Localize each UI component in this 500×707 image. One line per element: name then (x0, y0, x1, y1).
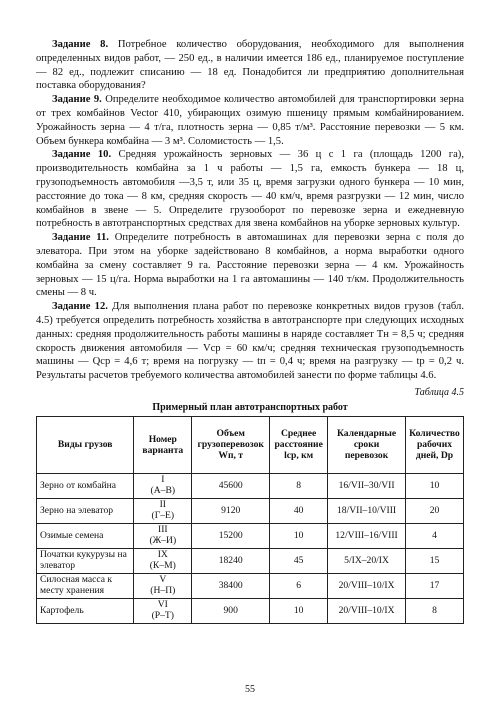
column-header: Среднее расстояние lср, км (270, 416, 328, 473)
variant-number: III (158, 524, 168, 536)
variant-range: (Р–Т) (151, 609, 174, 621)
task-title: Задание 10. (52, 149, 112, 161)
page-content (36, 38, 464, 624)
cargo-type-cell: Картофель (37, 598, 134, 623)
distance-cell: 40 (270, 498, 328, 523)
variant-number: VI (157, 599, 168, 611)
volume-cell: 38400 (192, 573, 270, 598)
task-title: Задание 8. (52, 39, 109, 50)
table-row (37, 498, 464, 523)
dates-cell: 12/VIII–16/VIII (328, 523, 406, 548)
table-row (37, 473, 464, 498)
table-row (37, 598, 464, 623)
column-header: Количество рабочих дней, Dр (405, 416, 463, 473)
variant-number: II (159, 499, 166, 511)
variant-range: (Г–Е) (151, 509, 175, 521)
distance-cell: 8 (270, 473, 328, 498)
variant-range: (А–В) (150, 484, 176, 496)
task-8 (36, 38, 464, 93)
variant-number: I (161, 474, 165, 486)
dates-cell: 5/IX–20/IX (328, 548, 406, 573)
days-cell: 15 (405, 548, 463, 573)
distance-cell: 6 (270, 573, 328, 598)
volume-cell: 9120 (192, 498, 270, 523)
days-cell: 17 (405, 573, 463, 598)
variant-cell (134, 473, 192, 498)
volume-cell: 18240 (192, 548, 270, 573)
distance-cell: 10 (270, 598, 328, 623)
task-text: Определите необходимое количество автомобилей для транспортировки зерна от трех комбайнов Vector 410, убирающих озимую пшеницу прямым комбайнированием. Урожайность зерна — 4 т/га, плотность зерна — 0,85 т/м³. Расстояние перевозки — 5 км. Объем бункера комбайна — 3 м³. Соломистость — 1,5. (36, 94, 464, 147)
dates-cell: 16/VII–30/VII (328, 473, 406, 498)
volume-cell: 15200 (192, 523, 270, 548)
dates-cell: 20/VIII–10/IX (328, 573, 406, 598)
column-header: Виды грузов (37, 416, 134, 473)
column-header: Календарные сроки перевозок (328, 416, 406, 473)
task-title: Задание 11. (52, 232, 109, 244)
variant-range: (Ж–И) (149, 534, 177, 546)
cargo-type-cell: Озимые семена (37, 523, 134, 548)
dates-cell: 18/VII–10/VIII (328, 498, 406, 523)
volume-cell: 900 (192, 598, 270, 623)
variant-number: IX (157, 549, 168, 561)
variant-cell (134, 548, 192, 573)
task-11 (36, 231, 464, 300)
page-number: 55 (245, 684, 255, 695)
cargo-type-cell: Початки кукурузы на элеватор (37, 548, 134, 573)
task-text: Потребное количество оборудования, необходимого для выполнения определенных видов работ, — 250 ед., в наличии имеется 186 ед., планируемое поступление — 82 ед., подлежит списанию — 18 ед. Понадобится ли предприятию дополнительная поставка оборудования? (36, 39, 464, 92)
table-row (37, 523, 464, 548)
cargo-type-cell: Зерно на элеватор (37, 498, 134, 523)
variant-cell (134, 523, 192, 548)
cargo-type-cell: Зерно от комбайна (37, 473, 134, 498)
variant-cell (134, 498, 192, 523)
task-title: Задание 12. (52, 301, 108, 313)
days-cell: 10 (405, 473, 463, 498)
task-9 (36, 93, 464, 148)
table-row (37, 573, 464, 598)
task-text: Определите потребность в автомашинах для перевозки зерна с поля до элеватора. При этом на уборке задействовано 8 комбайнов, а норма выработки одного комбайна за смену составляет 9 га. Расстояние перевозки зерна — 4 км. Урожайность зерновых — 15 ц/га. Норма выработки на 1 га автомашины — 140 т/км. Продолжительность смены — 8 ч. (36, 232, 464, 299)
table-row (37, 548, 464, 573)
volume-cell: 45600 (192, 473, 270, 498)
task-12 (36, 300, 464, 383)
variant-number: V (159, 574, 167, 586)
dates-cell: 20/VIII–10/IX (328, 598, 406, 623)
cargo-type-cell: Силосная масса к месту хранения (37, 573, 134, 598)
column-header: Объем грузоперевозок Wп, т (192, 416, 270, 473)
distance-cell: 10 (270, 523, 328, 548)
table-body (37, 473, 464, 623)
task-text: Для выполнения плана работ по перевозке конкретных видов грузов (табл. 4.5) требуется определить потребность хозяйства в автотранспорте при следующих исходных данных: средняя продолжительность работы машины в наряде составляет Tн = 8,5 ч; средняя скорость движения автомобиля — Vср = 60 км/ч; средняя техническая грузоподъемность машины — Qср = 4,6 т; время на погрузку — tп = 0,4 ч; время на разгрузку — tр = 0,2 ч. Результаты расчетов требуемого количества автомобилей занести по форме таблицы 4.6. (36, 301, 464, 382)
variant-cell (134, 598, 192, 623)
task-title: Задание 9. (52, 94, 102, 106)
variant-range: (К–М) (149, 559, 176, 571)
task-text: Средняя урожайность зерновых — 36 ц с 1 га (площадь 1200 га), производительность комбайна за 1 ч работы — 1,5 га, емкость бункера — 18 ц, грузоподъемность автомобиля —3,5 т, или 35 ц, время загрузки одного бункера — 10 мин, расстояние до тока — 8 км, средняя скорость — 40 км/ч, время разгрузки — 12 мин, число комбайнов в звене — 5. Определите грузооборот по перевозке зерна и ежедневную потребность в автотранспортных средствах для звена комбайнов на уборке зерновых культур. (36, 149, 464, 230)
days-cell: 20 (405, 498, 463, 523)
transport-plan-table (36, 416, 464, 624)
task-10 (36, 148, 464, 231)
distance-cell: 45 (270, 548, 328, 573)
variant-cell (134, 573, 192, 598)
variant-range: (Н–П) (150, 584, 176, 596)
days-cell: 8 (405, 598, 463, 623)
column-header: Номер варианта (134, 416, 192, 473)
table-caption: Примерный план автотранспортных работ (152, 401, 348, 413)
table-reference: Таблица 4.5 (414, 386, 464, 398)
table-header-row (37, 416, 464, 473)
days-cell: 4 (405, 523, 463, 548)
